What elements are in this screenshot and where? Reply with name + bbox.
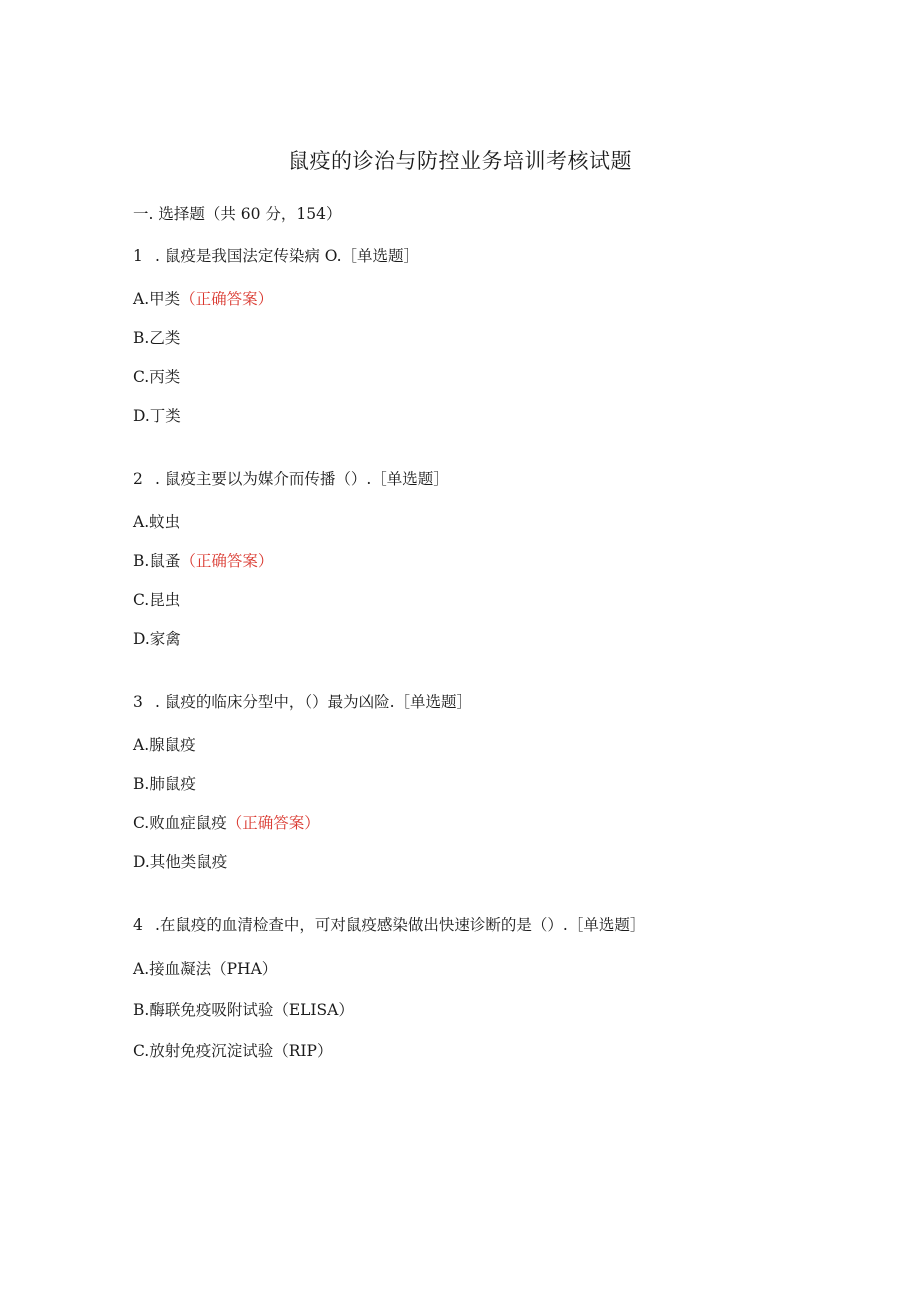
option-text: A.接血凝法（PHA） [133,960,278,978]
option-text: D.其他类鼠疫 [133,853,228,871]
option-4a [133,958,277,980]
question-3 [133,691,472,713]
option-1c [133,366,180,388]
question-4 [133,914,645,936]
question-text: .在鼠疫的血清检查中，可对鼠疫感染做出快速诊断的是（）.［单选题］ [155,916,646,934]
option-text: A.甲类 [133,290,181,308]
option-3a [133,734,196,756]
option-2d [133,628,181,650]
option-text: D.丁类 [133,407,181,425]
question-number: 1 [133,247,143,265]
question-text: . 鼠疫的临床分型中，（）最为凶险.［单选题］ [155,693,473,711]
option-2b [133,550,273,572]
option-text: A.蚊虫 [133,513,181,531]
option-text: C.败血症鼠疫 [133,814,227,832]
option-3b [133,773,196,795]
section-heading: 一. 选择题（共 60 分，154） [133,205,342,223]
correct-answer-mark: （正确答案） [180,552,274,570]
option-4b [133,999,354,1021]
option-2a [133,511,180,533]
document-title: 鼠疫的诊治与防控业务培训考核试题 [288,149,632,173]
option-1d [133,405,181,427]
question-number: 3 [133,693,143,711]
option-3d [133,851,227,873]
question-number: 2 [133,470,143,488]
question-text: . 鼠疫主要以为媒介而传播（）.［单选题］ [155,470,449,488]
question-number: 4 [133,916,143,934]
correct-answer-mark: （正确答案） [180,290,274,308]
question-text: . 鼠疫是我国法定传染病 O.［单选题］ [155,247,420,265]
question-2 [133,468,449,490]
option-2c [133,589,180,611]
option-text: A.腺鼠疫 [133,736,196,754]
option-text: B.酶联免疫吸附试验（ELISA） [133,1001,354,1019]
option-text: B.鼠蚤 [133,552,181,570]
option-text: C.丙类 [133,368,181,386]
option-text: C.昆虫 [133,591,181,609]
option-text: B.乙类 [133,329,181,347]
correct-answer-mark: （正确答案） [226,814,320,832]
option-text: C.放射免疫沉淀试验（RIP） [133,1042,333,1060]
option-1b [133,327,180,349]
option-text: B.肺鼠疫 [133,775,196,793]
option-4c [133,1040,332,1062]
question-1 [133,245,419,267]
option-1a [133,288,273,310]
option-3c [133,812,320,834]
option-text: D.家禽 [133,630,181,648]
